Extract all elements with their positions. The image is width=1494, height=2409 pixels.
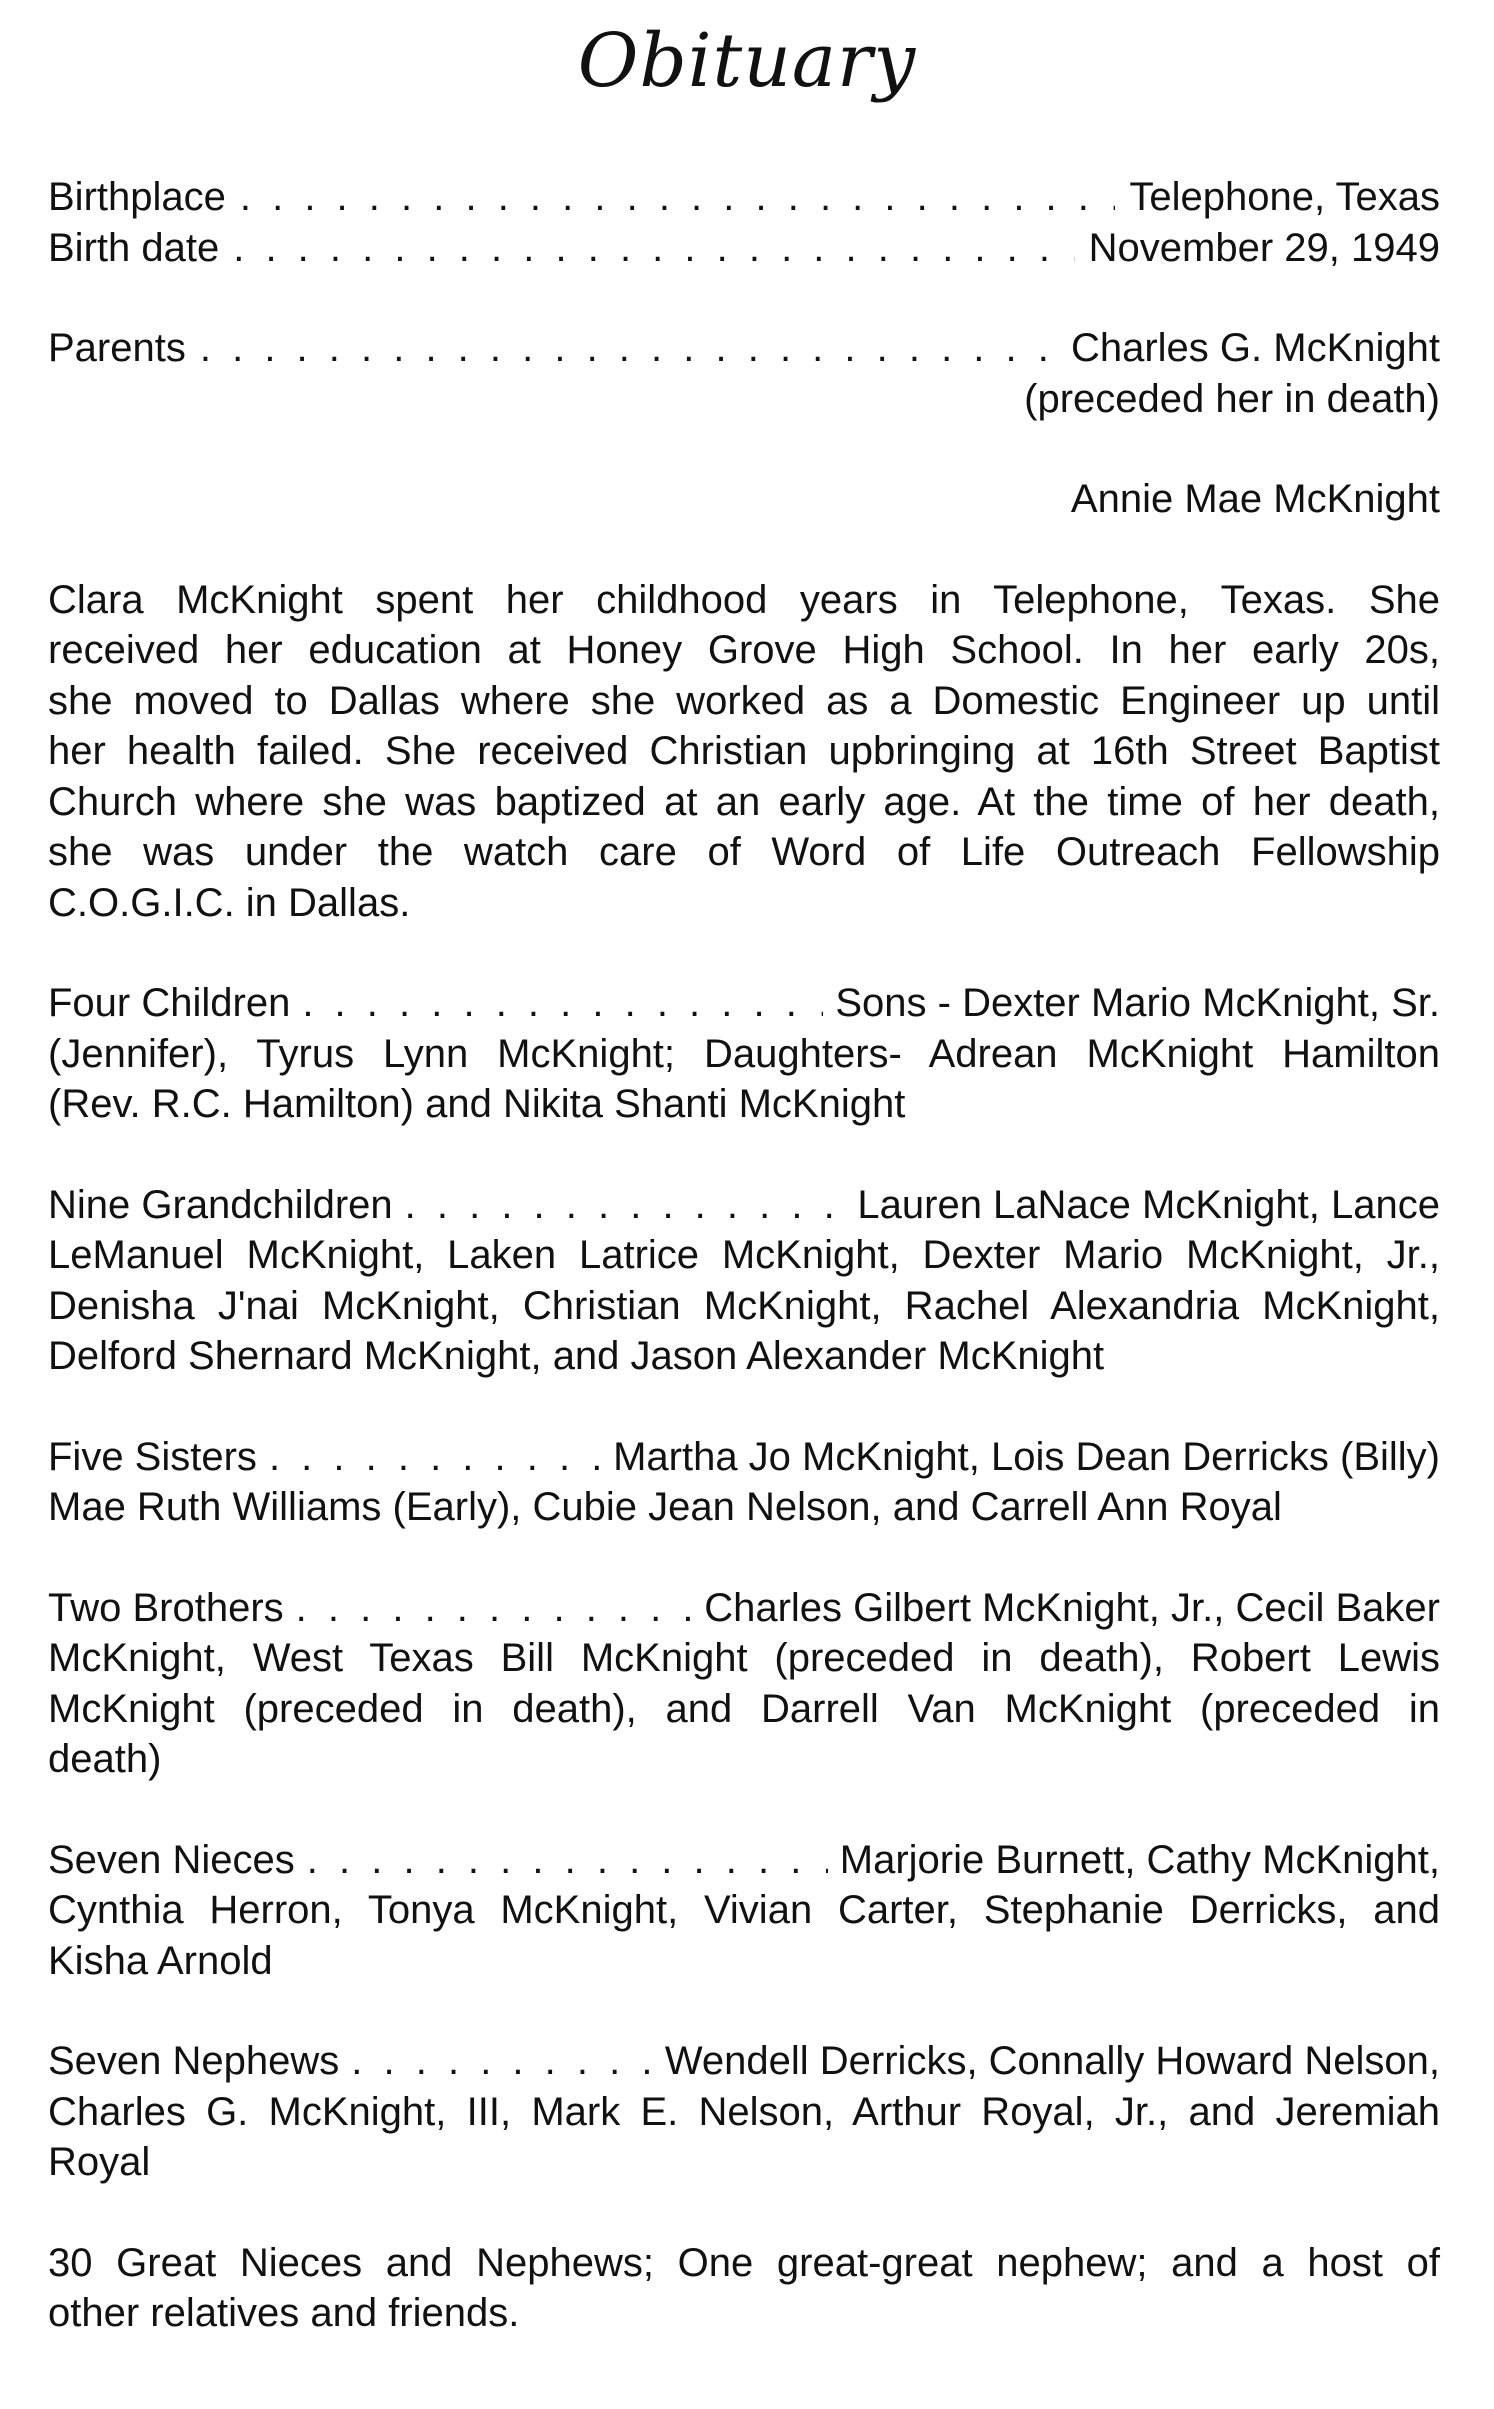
family-first-value: Wendell Derricks, Connally Howard Nelson, [664, 2039, 1440, 2083]
birth-date-row [48, 223, 1440, 274]
family-nephews [48, 2036, 1440, 2188]
family-nieces [48, 1835, 1440, 1987]
biography-line: she moved to Dallas where she worked as a Domestic Engineer up until [48, 678, 1440, 723]
family-line: Mae Ruth Williams (Early), Cubie Jean Nelson, and Carrell Ann Royal [48, 1485, 1282, 1529]
family-line: Charles G. McKnight, III, Mark E. Nelson, Arthur Royal, Jr., and Jeremiah [48, 2089, 1440, 2134]
parents-label: Parents [48, 326, 186, 370]
birth-date-label: Birth date [48, 225, 220, 270]
family-line: Denisha J'nai McKnight, Christian McKnight, Rachel Alexandria McKnight, [48, 1283, 1440, 1328]
family-sisters [48, 1432, 1440, 1533]
family-label: Five Sisters [48, 1434, 257, 1479]
family-line: Kisha Arnold [48, 1938, 273, 1983]
family-line: McKnight (preceded in death), and Darrell Van McKnight (preceded in [48, 1686, 1440, 1731]
family-line: death) [48, 1737, 162, 1781]
birthplace-value: Telephone, Texas [1129, 175, 1440, 219]
closing-paragraph [48, 2238, 1440, 2339]
family-line: McKnight, West Texas Bill McKnight (preceded in death), Robert Lewis [48, 1636, 1440, 1680]
closing-line: other relatives and friends. [48, 2291, 520, 2335]
family-line: Delford Shernard McKnight, and Jason Alexander McKnight [48, 1334, 1105, 1378]
family-label: Four Children [48, 981, 291, 1025]
family-label: Nine Grandchildren [48, 1182, 393, 1227]
biography-line: she was under the watch care of Word of Life Outreach Fellowship [48, 830, 1440, 874]
biography-line: received her education at Honey Grove High School. In her early 20s, [48, 628, 1440, 672]
dot-leader [351, 2036, 653, 2087]
father-name: Charles G. McKnight [1070, 326, 1440, 370]
dot-leader [302, 978, 823, 1029]
family-line: Cynthia Herron, Tonya McKnight, Vivian Carter, Stephanie Derricks, and [48, 1888, 1440, 1932]
family-first-value: Charles Gilbert McKnight, Jr., Cecil Baker [704, 1585, 1440, 1630]
family-first-value: Martha Jo McKnight, Lois Dean Derricks (Billy) [613, 1434, 1440, 1479]
obituary-content [48, 172, 1440, 2339]
family-grandchildren [48, 1180, 1440, 1382]
closing-line: 30 Great Nieces and Nephews; One great-great nephew; and a host of [48, 2240, 1440, 2285]
dot-leader [405, 1180, 846, 1231]
biography-line: C.O.G.I.C. in Dallas. [48, 880, 411, 925]
biography-paragraph [48, 575, 1440, 929]
family-first-value: Marjorie Burnett, Cathy McKnight, [839, 1837, 1440, 1882]
birthplace-label: Birthplace [48, 175, 226, 219]
family-label: Seven Nieces [48, 1837, 295, 1882]
biography-line: her health failed. She received Christian upbringing at 16th Street Baptist [48, 729, 1440, 773]
dot-leader [233, 223, 1074, 274]
dot-leader [296, 1583, 693, 1634]
biography-line: Clara McKnight spent her childhood years in Telephone, Texas. She [48, 577, 1440, 622]
mother-name: Annie Mae McKnight [1070, 477, 1440, 521]
family-line: Royal [48, 2140, 151, 2184]
dot-leader [269, 1432, 601, 1483]
family-line: (Jennifer), Tyrus Lynn McKnight; Daughters- Adrean McKnight Hamilton [48, 1031, 1440, 1076]
birthplace-row [48, 172, 1440, 223]
family-label: Two Brothers [48, 1585, 284, 1630]
family-brothers [48, 1583, 1440, 1785]
family-children [48, 978, 1440, 1130]
dot-leader [200, 323, 1057, 374]
family-line: LeManuel McKnight, Laken Latrice McKnight, Dexter Mario McKnight, Jr., [48, 1233, 1440, 1277]
family-line: (Rev. R.C. Hamilton) and Nikita Shanti McKnight [48, 1082, 906, 1126]
dot-leader [240, 172, 1116, 223]
dot-leader [307, 1835, 828, 1886]
birth-date-value: November 29, 1949 [1088, 225, 1440, 270]
family-first-value: Lauren LaNace McKnight, Lance [857, 1182, 1440, 1227]
family-label: Seven Nephews [48, 2039, 340, 2083]
biography-line: Church where she was baptized at an early age. At the time of her death, [48, 779, 1440, 824]
page-title: Obituary [577, 18, 917, 104]
parents-row [48, 323, 1440, 374]
family-first-value: Sons - Dexter Mario McKnight, Sr. [835, 981, 1440, 1025]
father-note: (preceded her in death) [1024, 376, 1440, 421]
